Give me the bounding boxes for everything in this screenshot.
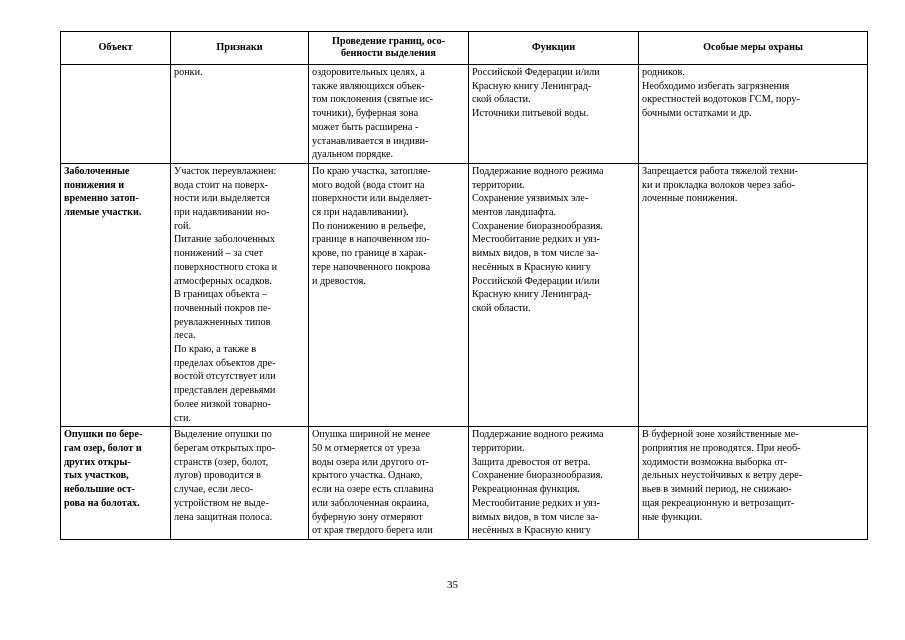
text-line: Источники питьевой воды. (472, 108, 589, 120)
text-line: несённых в Красную книгу (472, 525, 591, 537)
text-line: сти. (174, 412, 191, 424)
text-line: вьев в зимний период, не снижаю- (642, 484, 792, 496)
cell-boundaries (309, 65, 469, 164)
text-line: По понижению в рельефе, (312, 220, 426, 232)
header-object (61, 32, 171, 65)
text-line: Местообитание редких и уяз- (472, 497, 601, 509)
text-line: гой. (174, 220, 192, 232)
header-boundaries (309, 32, 469, 65)
text-line: более низкой товарно- (174, 398, 271, 410)
text-line: Необходимо избегать загрязнения (642, 80, 790, 92)
text-line: Красную книгу Ленинград- (472, 289, 592, 301)
text-line: Опушки по бере- (64, 429, 143, 441)
text-line: вимых видов, в том числе за- (472, 511, 599, 523)
text-line: В буферной зоне хозяйственные ме- (642, 429, 799, 441)
text-line: ся при надавливании). (312, 207, 409, 219)
cell-protection-measures (639, 163, 868, 426)
cell-boundaries (309, 163, 469, 426)
text-line: леса. (174, 330, 196, 342)
text-line: от края твердого берега или (312, 525, 433, 537)
text-line: дельных неустойчивых к ветру дере- (642, 470, 803, 482)
text-line: случае, если лесо- (174, 484, 254, 496)
text-line: Сохранение биоразнообразия. (472, 220, 603, 232)
table-row (61, 65, 868, 164)
text-line: ности или выделяется (174, 193, 270, 205)
text-line: мого водой (вода стоит на (312, 179, 425, 191)
text-line: и древостоя. (312, 275, 366, 287)
text-line: Российской Федерации и/или (472, 67, 600, 78)
text-line: тых участков, (64, 470, 129, 482)
text-line: бочными остатками и др. (642, 108, 752, 120)
text-line: Рекреационная функция. (472, 484, 580, 496)
text-line: Участок переувлажнен: (174, 165, 277, 177)
text-line: Сохранение биоразнообразия. (472, 470, 603, 482)
text-line: понижений – за счет (174, 248, 263, 260)
text-line: точники), буферная зона (312, 108, 419, 120)
table-row (61, 163, 868, 426)
text-line: Красную книгу Ленинград- (472, 80, 592, 92)
text-line: воды озера или другого от- (312, 456, 430, 468)
text-line: Запрещается работа тяжелой техни- (642, 165, 799, 177)
text-line: Питание заболоченных (174, 234, 275, 246)
text-line: рова на болотах. (64, 497, 140, 509)
text-line: Сохранение уязвимых эле- (472, 193, 589, 205)
cell-protection-measures (639, 427, 868, 540)
text-line: вода стоит на поверх- (174, 179, 269, 191)
text-line: вимых видов, в том числе за- (472, 248, 599, 260)
text-line: других откры- (64, 456, 131, 468)
text-line: Признаки (216, 42, 263, 53)
text-line: Поддержание водного режима (472, 165, 604, 177)
text-line: ской области. (472, 302, 531, 314)
text-line: Особые меры охраны (703, 42, 803, 53)
text-line: поверхности или выделяет- (312, 193, 432, 205)
text-line: гам озер, болот и (64, 442, 142, 454)
text-line: несённых в Красную книгу (472, 261, 591, 273)
text-line: территории. (472, 179, 525, 191)
cell-features (171, 163, 309, 426)
header-functions (469, 32, 639, 65)
text-line: ской области. (472, 94, 531, 106)
text-line: представлен деревьями (174, 385, 276, 397)
cell-object (61, 163, 171, 426)
text-line: том поклонения (святые ис- (312, 94, 434, 106)
cell-boundaries (309, 427, 469, 540)
text-line: может быть расширена - (312, 121, 419, 133)
text-line: территории. (472, 442, 525, 454)
text-line: ные функции. (642, 511, 703, 523)
text-line: Поддержание водного режима (472, 429, 604, 441)
text-line: Заболоченные (64, 165, 130, 177)
text-line: ляемые участки. (64, 207, 142, 219)
cell-features (171, 65, 309, 164)
text-line: Опушка шириной не менее (312, 429, 430, 441)
text-line: Местообитание редких и уяз- (472, 234, 601, 246)
text-line: лена защитная полоса. (174, 511, 273, 523)
text-line: или заболоченная окраина, (312, 497, 430, 509)
cell-functions (469, 163, 639, 426)
text-line: почвенный покров пе- (174, 302, 271, 314)
text-line: временно затоп- (64, 193, 139, 205)
table-row (61, 427, 868, 540)
table-header-row (61, 32, 868, 65)
cell-object (61, 65, 171, 164)
text-line: По краю, а также в (174, 344, 257, 356)
text-line: тере напочвенного покрова (312, 261, 431, 273)
text-line: ронки. (174, 67, 203, 78)
text-line: странств (озер, болот, (174, 456, 269, 468)
protection-table (60, 31, 868, 540)
cell-object (61, 427, 171, 540)
text-line: лоченные понижения. (642, 193, 738, 205)
text-line: ки и прокладка волоков через забо- (642, 179, 796, 191)
text-line: В границах объекта – (174, 289, 268, 301)
text-line: реувлажненных типов (174, 316, 271, 328)
text-line: По краю участка, затопляе- (312, 165, 431, 177)
page-number: 35 (447, 579, 458, 591)
text-line: оздоровительных целях, а (312, 67, 425, 78)
text-line: лугов) проводится в (174, 470, 261, 482)
text-line: роприятия не проводятся. При необ- (642, 442, 801, 454)
text-line: дуальном порядке. (312, 149, 394, 161)
text-line: 50 м отмеряется от уреза (312, 442, 421, 454)
text-line: если на озере есть сплавина (312, 484, 434, 496)
text-line: буферную зону отмеряют (312, 511, 423, 523)
text-line: также являющихся объек- (312, 80, 425, 92)
text-line: крове, по границе в харак- (312, 248, 427, 260)
text-line: Защита древостоя от ветра. (472, 456, 591, 468)
text-line: бенности выделения (341, 48, 436, 59)
text-line: Функции (531, 42, 576, 53)
text-line: крытого участка. Однако, (312, 470, 423, 482)
text-line: Проведение границ, осо- (332, 36, 445, 47)
cell-features (171, 427, 309, 540)
text-line: ментов ландшафта. (472, 207, 557, 219)
text-line: окрестностей водотоков ГСМ, пору- (642, 94, 800, 106)
text-line: понижения и (64, 179, 125, 191)
text-line: берегам открытых про- (174, 442, 276, 454)
cell-protection-measures (639, 65, 868, 164)
text-line: родников. (642, 67, 685, 78)
text-line: атмосферных осадков. (174, 275, 272, 287)
text-line: границе в напочвенном по- (312, 234, 430, 246)
header-features (171, 32, 309, 65)
text-line: поверхностного стока и (174, 261, 278, 273)
cell-functions (469, 65, 639, 164)
text-line: пределах объектов дре- (174, 357, 276, 369)
text-line: Объект (98, 42, 133, 53)
cell-functions (469, 427, 639, 540)
text-line: устройством не выде- (174, 497, 269, 509)
text-line: ходимости возможна выборка от- (642, 456, 788, 468)
header-protection-measures (639, 32, 868, 65)
text-line: Выделение опушки по (174, 429, 272, 441)
text-line: востой отсутствует или (174, 371, 276, 383)
text-line: небольшие ост- (64, 484, 135, 496)
text-line: щая рекреационную и ветрозащит- (642, 497, 795, 509)
text-line: при надавливании но- (174, 207, 270, 219)
text-line: Российской Федерации и/или (472, 275, 600, 287)
text-line: устанавливается в индиви- (312, 135, 429, 147)
